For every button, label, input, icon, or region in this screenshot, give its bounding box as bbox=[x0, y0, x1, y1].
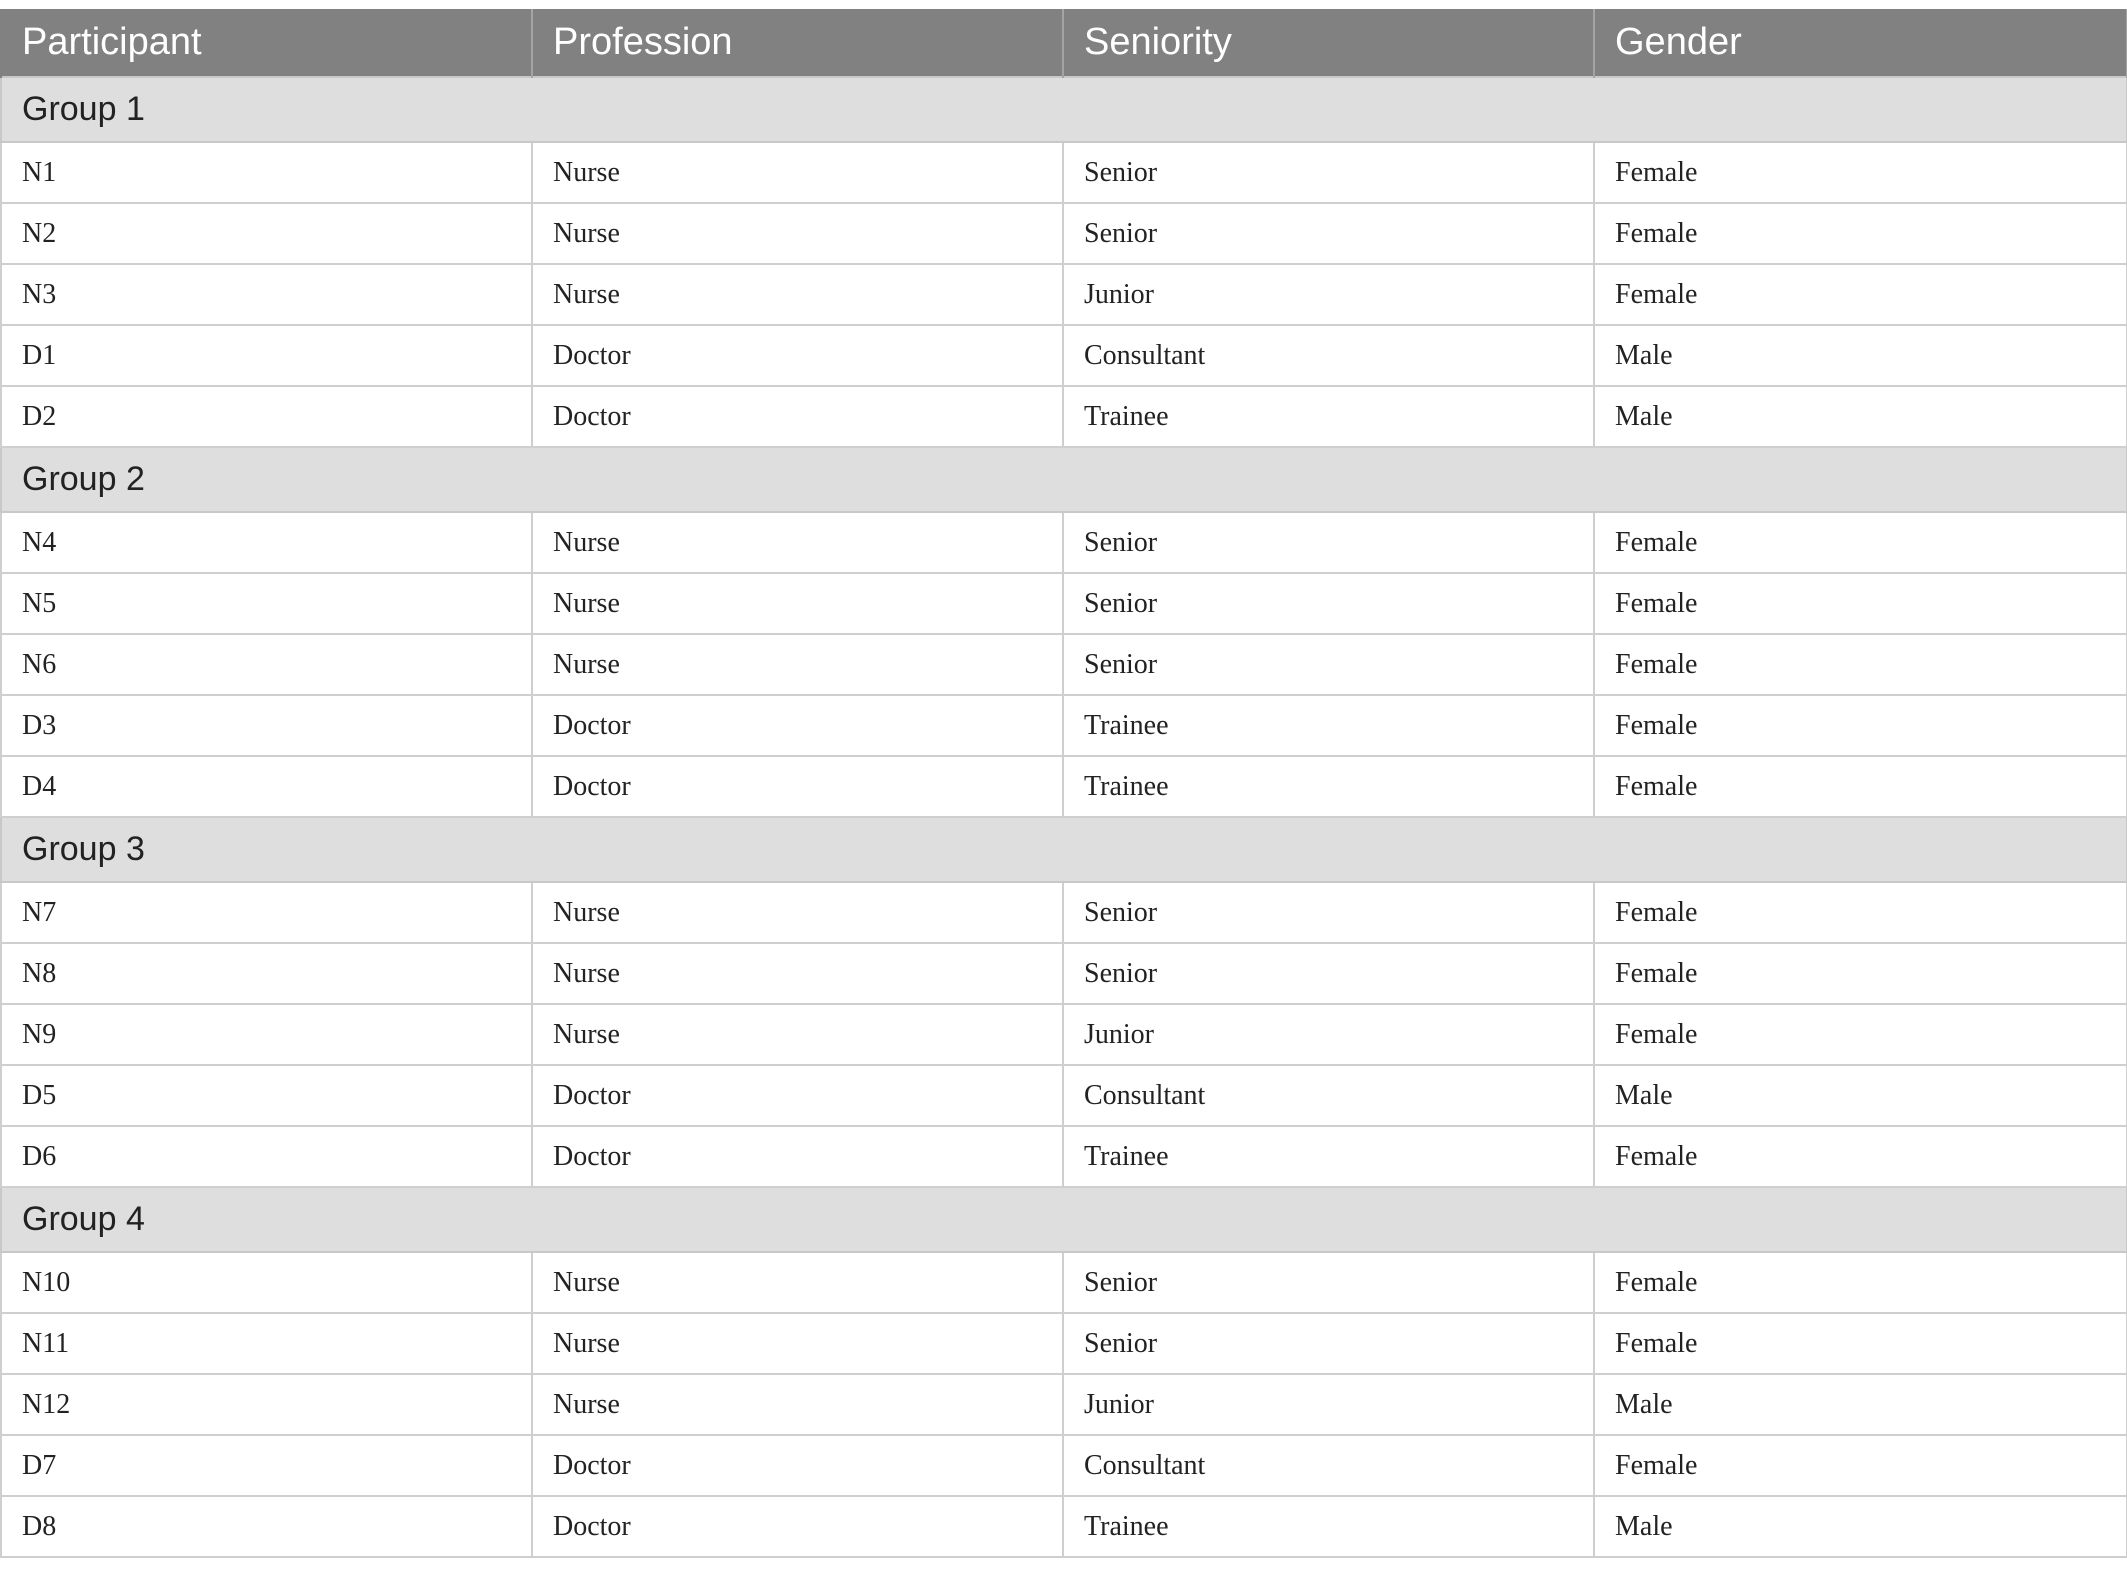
cell-profession: Nurse bbox=[532, 573, 1063, 634]
cell-gender: Male bbox=[1594, 325, 2127, 386]
participants-table-container bbox=[0, 9, 2127, 1558]
cell-profession: Doctor bbox=[532, 756, 1063, 817]
cell-participant: D7 bbox=[1, 1435, 532, 1496]
table-row bbox=[1, 1435, 2127, 1496]
group-label: Group 2 bbox=[1, 447, 2127, 512]
table-row bbox=[1, 882, 2127, 943]
cell-participant: D6 bbox=[1, 1126, 532, 1187]
cell-participant: D2 bbox=[1, 386, 532, 447]
group-row bbox=[1, 817, 2127, 882]
cell-gender: Female bbox=[1594, 1004, 2127, 1065]
header-profession: Profession bbox=[532, 9, 1063, 77]
table-row bbox=[1, 512, 2127, 573]
group-label: Group 3 bbox=[1, 817, 2127, 882]
cell-gender: Female bbox=[1594, 264, 2127, 325]
cell-gender: Female bbox=[1594, 573, 2127, 634]
cell-profession: Doctor bbox=[532, 325, 1063, 386]
cell-gender: Female bbox=[1594, 1313, 2127, 1374]
cell-gender: Female bbox=[1594, 882, 2127, 943]
cell-gender: Female bbox=[1594, 1126, 2127, 1187]
cell-gender: Female bbox=[1594, 695, 2127, 756]
group-row bbox=[1, 1187, 2127, 1252]
cell-participant: D8 bbox=[1, 1496, 532, 1557]
table-row bbox=[1, 943, 2127, 1004]
cell-participant: N6 bbox=[1, 634, 532, 695]
cell-participant: N8 bbox=[1, 943, 532, 1004]
cell-gender: Male bbox=[1594, 386, 2127, 447]
cell-gender: Female bbox=[1594, 1435, 2127, 1496]
table-row bbox=[1, 1004, 2127, 1065]
cell-seniority: Senior bbox=[1063, 634, 1594, 695]
table-row bbox=[1, 573, 2127, 634]
cell-participant: N10 bbox=[1, 1252, 532, 1313]
cell-participant: D5 bbox=[1, 1065, 532, 1126]
cell-gender: Female bbox=[1594, 203, 2127, 264]
table-row bbox=[1, 756, 2127, 817]
header-row bbox=[1, 9, 2127, 77]
cell-seniority: Senior bbox=[1063, 1252, 1594, 1313]
cell-gender: Female bbox=[1594, 943, 2127, 1004]
cell-seniority: Trainee bbox=[1063, 386, 1594, 447]
cell-seniority: Trainee bbox=[1063, 756, 1594, 817]
cell-profession: Doctor bbox=[532, 1065, 1063, 1126]
participants-table bbox=[0, 9, 2127, 1558]
group-row bbox=[1, 447, 2127, 512]
cell-gender: Female bbox=[1594, 756, 2127, 817]
group-label: Group 4 bbox=[1, 1187, 2127, 1252]
cell-seniority: Senior bbox=[1063, 573, 1594, 634]
table-row bbox=[1, 264, 2127, 325]
cell-seniority: Senior bbox=[1063, 512, 1594, 573]
cell-profession: Doctor bbox=[532, 1126, 1063, 1187]
cell-profession: Nurse bbox=[532, 882, 1063, 943]
cell-participant: D1 bbox=[1, 325, 532, 386]
cell-participant: D3 bbox=[1, 695, 532, 756]
table-row bbox=[1, 325, 2127, 386]
cell-participant: N4 bbox=[1, 512, 532, 573]
cell-profession: Nurse bbox=[532, 512, 1063, 573]
cell-seniority: Junior bbox=[1063, 264, 1594, 325]
table-row bbox=[1, 1252, 2127, 1313]
cell-seniority: Consultant bbox=[1063, 1435, 1594, 1496]
cell-profession: Nurse bbox=[532, 1252, 1063, 1313]
table-row bbox=[1, 1496, 2127, 1557]
table-row bbox=[1, 1065, 2127, 1126]
cell-gender: Male bbox=[1594, 1374, 2127, 1435]
cell-profession: Nurse bbox=[532, 943, 1063, 1004]
cell-profession: Doctor bbox=[532, 386, 1063, 447]
cell-participant: N1 bbox=[1, 142, 532, 203]
group-row bbox=[1, 77, 2127, 142]
cell-gender: Male bbox=[1594, 1065, 2127, 1126]
table-row bbox=[1, 386, 2127, 447]
cell-gender: Female bbox=[1594, 142, 2127, 203]
cell-participant: N2 bbox=[1, 203, 532, 264]
cell-seniority: Senior bbox=[1063, 943, 1594, 1004]
table-row bbox=[1, 203, 2127, 264]
cell-profession: Doctor bbox=[532, 1435, 1063, 1496]
header-seniority: Seniority bbox=[1063, 9, 1594, 77]
cell-profession: Nurse bbox=[532, 264, 1063, 325]
cell-participant: N5 bbox=[1, 573, 532, 634]
cell-profession: Nurse bbox=[532, 1313, 1063, 1374]
cell-profession: Nurse bbox=[532, 203, 1063, 264]
cell-participant: N9 bbox=[1, 1004, 532, 1065]
cell-seniority: Junior bbox=[1063, 1374, 1594, 1435]
cell-gender: Female bbox=[1594, 512, 2127, 573]
table-body bbox=[1, 77, 2127, 1557]
cell-profession: Doctor bbox=[532, 1496, 1063, 1557]
cell-seniority: Trainee bbox=[1063, 1126, 1594, 1187]
cell-profession: Nurse bbox=[532, 142, 1063, 203]
cell-gender: Female bbox=[1594, 634, 2127, 695]
group-label: Group 1 bbox=[1, 77, 2127, 142]
cell-profession: Nurse bbox=[532, 634, 1063, 695]
table-row bbox=[1, 1374, 2127, 1435]
cell-seniority: Senior bbox=[1063, 882, 1594, 943]
cell-participant: N7 bbox=[1, 882, 532, 943]
table-row bbox=[1, 695, 2127, 756]
cell-participant: N12 bbox=[1, 1374, 532, 1435]
cell-participant: N3 bbox=[1, 264, 532, 325]
cell-seniority: Trainee bbox=[1063, 695, 1594, 756]
cell-seniority: Consultant bbox=[1063, 325, 1594, 386]
table-row bbox=[1, 1313, 2127, 1374]
cell-seniority: Senior bbox=[1063, 1313, 1594, 1374]
cell-profession: Nurse bbox=[532, 1004, 1063, 1065]
table-header bbox=[1, 9, 2127, 77]
table-row bbox=[1, 634, 2127, 695]
table-row bbox=[1, 142, 2127, 203]
cell-participant: N11 bbox=[1, 1313, 532, 1374]
cell-gender: Male bbox=[1594, 1496, 2127, 1557]
header-gender: Gender bbox=[1594, 9, 2127, 77]
cell-gender: Female bbox=[1594, 1252, 2127, 1313]
cell-seniority: Senior bbox=[1063, 142, 1594, 203]
cell-profession: Nurse bbox=[532, 1374, 1063, 1435]
header-participant: Participant bbox=[1, 9, 532, 77]
cell-profession: Doctor bbox=[532, 695, 1063, 756]
table-row bbox=[1, 1126, 2127, 1187]
cell-seniority: Trainee bbox=[1063, 1496, 1594, 1557]
cell-seniority: Junior bbox=[1063, 1004, 1594, 1065]
cell-seniority: Senior bbox=[1063, 203, 1594, 264]
cell-participant: D4 bbox=[1, 756, 532, 817]
cell-seniority: Consultant bbox=[1063, 1065, 1594, 1126]
